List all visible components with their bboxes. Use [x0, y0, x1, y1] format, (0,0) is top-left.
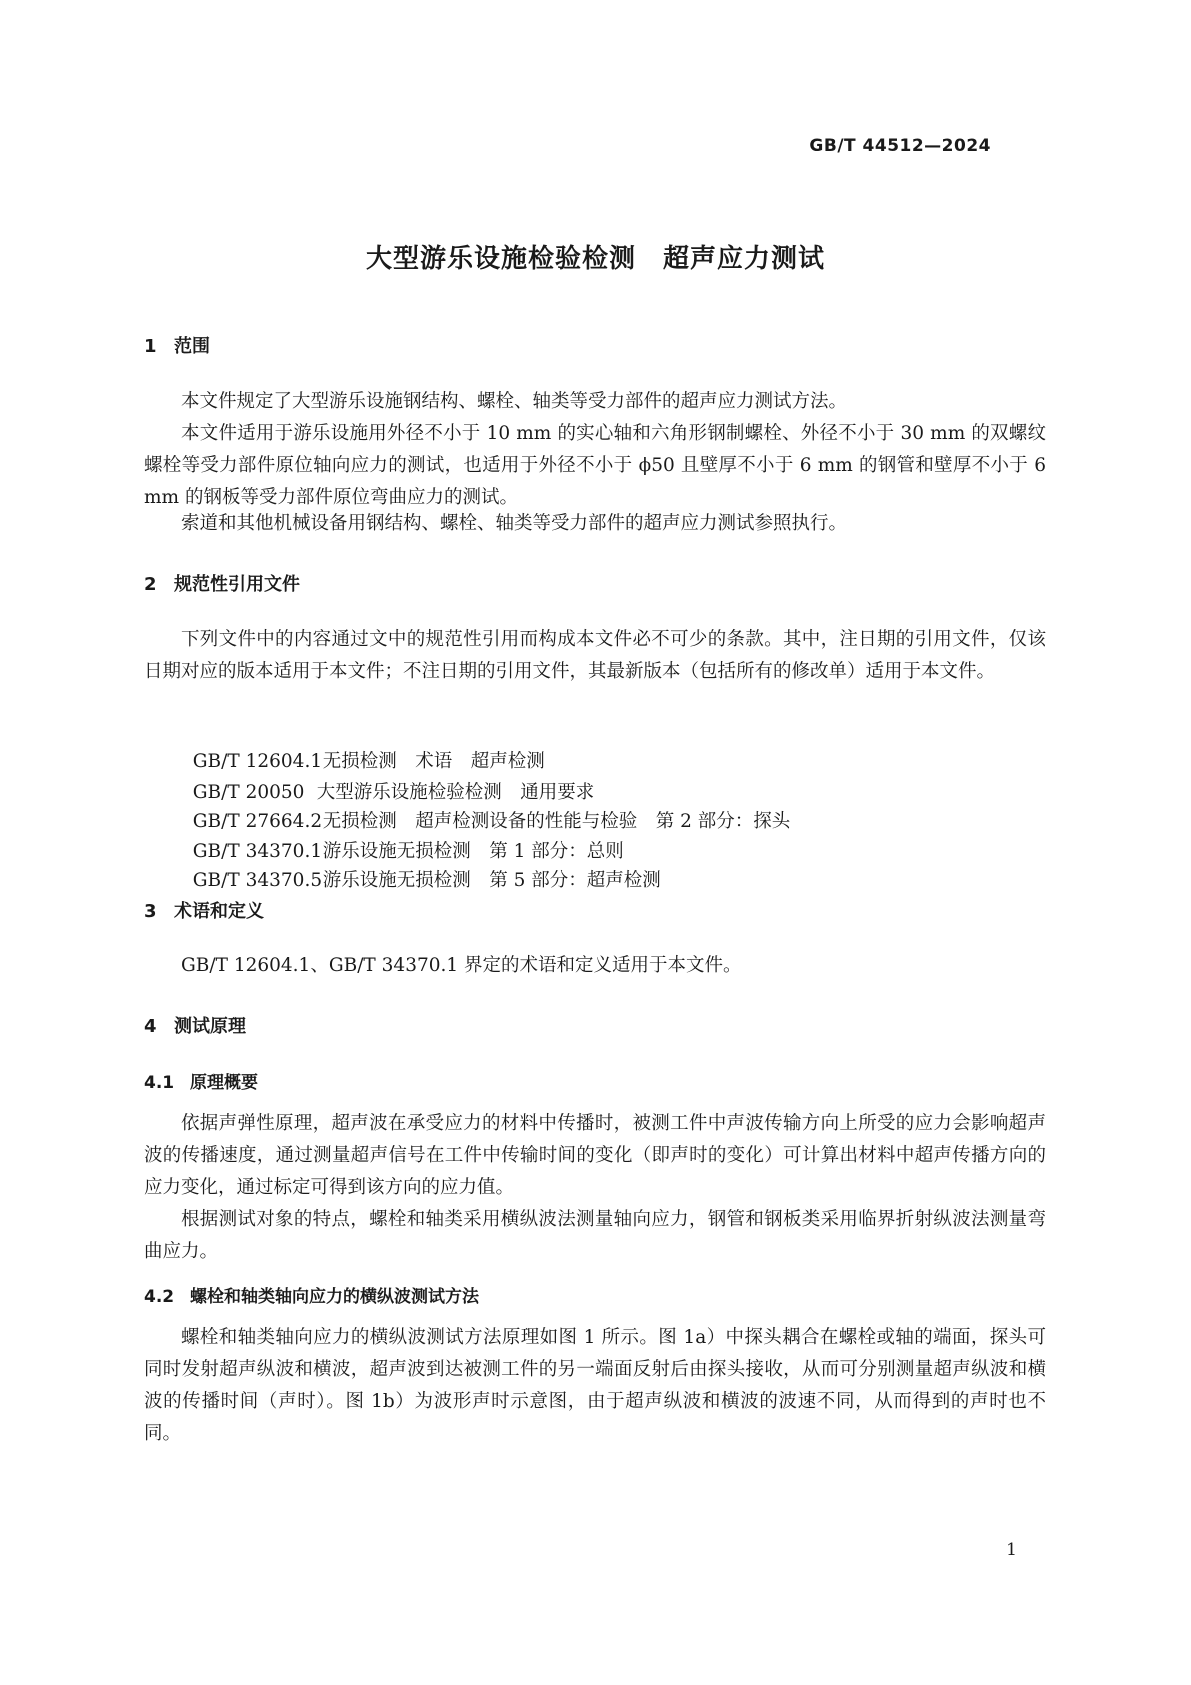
- section-number: 1: [144, 336, 157, 357]
- reference-title: 游乐设施无损检测 第 5 部分：超声检测: [322, 870, 661, 891]
- subsection-number: 4.1: [144, 1073, 175, 1093]
- reference-code: GB/T 27664.2: [192, 811, 323, 832]
- section-number: 3: [144, 901, 157, 922]
- section-number: 4: [144, 1016, 157, 1037]
- subsection-4-2-heading: [144, 1282, 479, 1307]
- paragraph: 根据测试对象的特点，螺栓和轴类采用横纵波法测量轴向应力，钢管和钢板类采用临界折射纵波法测量弯曲应力。: [144, 1209, 1046, 1262]
- reference-title: 游乐设施无损检测 第 1 部分：总则: [322, 841, 624, 862]
- paragraph: 依据声弹性原理，超声波在承受应力的材料中传播时，被测工件中声波传输方向上所受的应力会影响超声波的传播速度，通过测量超声信号在工件中传输时间的变化（即声时的变化）可计算出材料中超声传播方向的应力变化，通过标定可得到该方向的应力值。: [144, 1113, 1046, 1198]
- paragraph: 本文件适用于游乐设施用外径不小于 10 mm 的实心轴和六角形钢制螺栓、外径不小于 30 mm 的双螺纹螺栓等受力部件原位轴向应力的测试，也适用于外径不小于 ϕ50 且壁厚不小于 6 mm 的钢管和壁厚不小于 6 mm 的钢板等受力部件原位弯曲应力的测试。: [144, 423, 1046, 508]
- reference-title: 无损检测 术语 超声检测: [322, 751, 545, 772]
- subsection-4-1-heading: [144, 1068, 258, 1093]
- paragraph: 索道和其他机械设备用钢结构、螺栓、轴类等受力部件的超声应力测试参照执行。: [181, 513, 848, 534]
- reference-code: GB/T 34370.1: [192, 841, 323, 862]
- section-title: 规范性引用文件: [174, 574, 300, 595]
- page-number: 1: [1006, 1540, 1017, 1560]
- paragraph: GB/T 12604.1、GB/T 34370.1 界定的术语和定义适用于本文件。: [181, 955, 742, 976]
- section-title: 范围: [174, 336, 210, 357]
- paragraph: 本文件规定了大型游乐设施钢结构、螺栓、轴类等受力部件的超声应力测试方法。: [181, 391, 848, 412]
- section-1-heading: [144, 332, 210, 358]
- reference-code: GB/T 20050: [192, 782, 305, 803]
- reference-title: 无损检测 超声检测设备的性能与检验 第 2 部分：探头: [322, 811, 791, 832]
- section-title: 术语和定义: [174, 901, 264, 922]
- section-2-heading: [144, 570, 300, 596]
- paragraph: 下列文件中的内容通过文中的规范性引用而构成本文件必不可少的条款。其中，注日期的引用文件，仅该日期对应的版本适用于本文件；不注日期的引用文件，其最新版本（包括所有的修改单）适用于本文件。: [144, 629, 1046, 682]
- section-3-heading: [144, 897, 264, 923]
- section-title: 测试原理: [174, 1016, 246, 1037]
- section-number: 2: [144, 574, 157, 595]
- reference-code: GB/T 12604.1: [192, 751, 323, 772]
- reference-item: [181, 833, 661, 897]
- document-title: 大型游乐设施检验检测 超声应力测试: [365, 244, 825, 274]
- reference-title: 大型游乐设施检验检测 通用要求: [316, 782, 595, 803]
- subsection-title: 螺栓和轴类轴向应力的横纵波测试方法: [190, 1287, 479, 1307]
- standard-code: GB/T 44512—2024: [809, 136, 991, 156]
- paragraph: 螺栓和轴类轴向应力的横纵波测试方法原理如图 1 所示。图 1a）中探头耦合在螺栓或轴的端面，探头可同时发射超声纵波和横波，超声波到达被测工件的另一端面反射后由探头接收，从而可分别测量超声纵波和横波的传播时间（声时）。图 1b）为波形声时示意图，由于超声纵波和横波的波速不同，从而得到的声时也不同。: [144, 1327, 1046, 1444]
- subsection-title: 原理概要: [190, 1073, 258, 1093]
- subsection-number: 4.2: [144, 1287, 175, 1307]
- section-4-heading: [144, 1012, 246, 1038]
- reference-code: GB/T 34370.5: [192, 870, 323, 891]
